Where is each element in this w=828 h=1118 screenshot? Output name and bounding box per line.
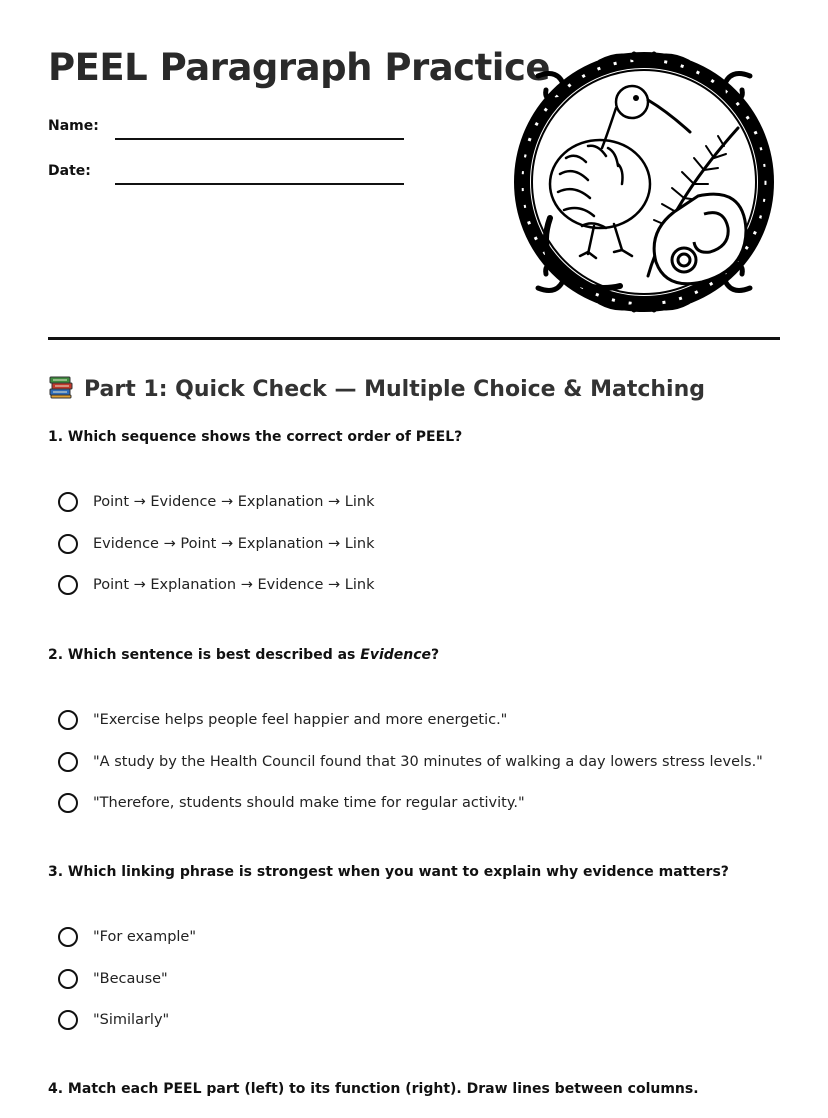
option-label: Point → Evidence → Explanation → Link <box>93 494 375 510</box>
q2-option-1[interactable] <box>58 708 507 732</box>
q3-option-3[interactable] <box>58 1008 169 1032</box>
radio-button[interactable] <box>58 710 78 730</box>
date-write-line[interactable] <box>115 183 404 185</box>
q1-option-3[interactable] <box>58 573 375 597</box>
radio-button[interactable] <box>58 752 78 772</box>
option-label: "Similarly" <box>93 1012 170 1028</box>
radio-button[interactable] <box>58 969 78 989</box>
question-4-text: 4. Match each PEEL part (left) to its function (right). Draw lines between columns. <box>48 1081 699 1097</box>
q2-option-3[interactable] <box>58 791 525 815</box>
page-title: PEEL Paragraph Practice <box>48 46 551 89</box>
date-field <box>48 163 408 187</box>
question-2-text-start: 2. Which sentence is best described as <box>48 647 361 663</box>
question-1-text: 1. Which sequence shows the correct order of PEEL? <box>48 429 463 445</box>
date-label: Date: <box>48 163 91 179</box>
part1-heading-text: Part 1: Quick Check — Multiple Choice & Matching <box>84 376 705 402</box>
name-field <box>48 118 408 142</box>
option-label: "Exercise helps people feel happier and more energetic." <box>93 712 508 728</box>
q3-option-2[interactable] <box>58 967 168 991</box>
header-divider <box>48 337 780 340</box>
option-label: "A study by the Health Council found that 30 minutes of walking a day lowers stress levels." <box>93 754 763 770</box>
name-label: Name: <box>48 118 99 134</box>
question-3-text: 3. Which linking phrase is strongest when you want to explain why evidence matters? <box>48 864 729 880</box>
name-write-line[interactable] <box>115 138 404 140</box>
kiwi-emblem-icon <box>508 46 780 318</box>
radio-button[interactable] <box>58 534 78 554</box>
option-label: "Therefore, students should make time for regular activity." <box>93 795 525 811</box>
radio-button[interactable] <box>58 1010 78 1030</box>
question-2-text-end: ? <box>431 647 440 663</box>
radio-button[interactable] <box>58 793 78 813</box>
option-label: "Because" <box>93 971 168 987</box>
q2-option-2[interactable] <box>58 750 763 774</box>
part1-heading <box>48 373 705 405</box>
radio-button[interactable] <box>58 492 78 512</box>
option-label: Evidence → Point → Explanation → Link <box>93 536 375 552</box>
radio-button[interactable] <box>58 927 78 947</box>
q1-option-2[interactable] <box>58 532 375 556</box>
option-label: Point → Explanation → Evidence → Link <box>93 577 375 593</box>
question-2-text <box>48 647 439 663</box>
q1-option-1[interactable] <box>58 490 375 514</box>
books-icon <box>48 374 74 404</box>
radio-button[interactable] <box>58 575 78 595</box>
option-label: "For example" <box>93 929 197 945</box>
question-2-emphasis: Evidence <box>360 647 432 663</box>
q3-option-1[interactable] <box>58 925 196 949</box>
